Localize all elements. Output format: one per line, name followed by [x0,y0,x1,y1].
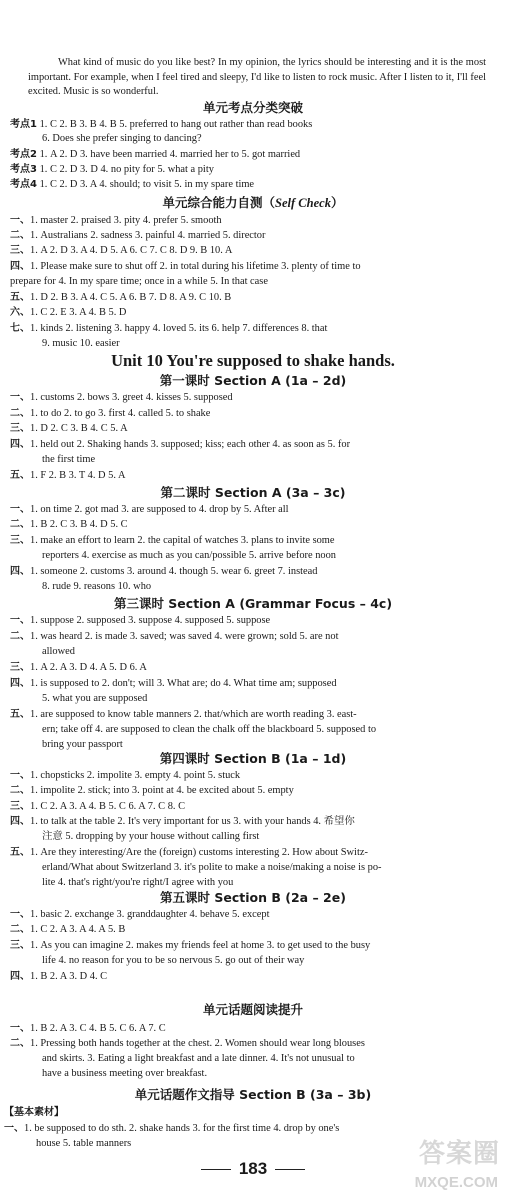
row-label: 考点4 [10,179,37,190]
self-check-row-6 [10,306,492,320]
lesson-2-row-3 [10,534,492,548]
key-point-1-cont: 6. Does she prefer singing to dancing? [42,133,202,144]
row-text: 1. master 2. praised 3. pity 4. prefer 5. smooth [30,215,222,226]
left-dash [201,1169,231,1170]
row-text: 1. A 2. A 3. D 4. A 5. D 6. A [30,662,147,673]
row-label: 二、 [10,1038,30,1049]
self-check-row-4 [10,260,492,274]
row-label: 考点1 [10,119,37,130]
lesson-4-row-5 [10,846,492,860]
row-text: 1. to do 2. to go 3. first 4. called 5. to shake [30,408,211,419]
lesson-3-row-1 [10,614,492,628]
lesson-2-row-3-cont: reporters 4. exercise as much as you can/possible 5. arrive before noon [42,550,337,561]
self-check-row-7 [10,322,492,336]
lesson-1-row-5 [10,469,492,483]
reading-row-2 [10,1037,492,1051]
row-label: 一、 [4,1123,24,1134]
section-heading-key-points: 单元考点分类突破 [202,100,303,115]
row-text: 1. kinds 2. listening 3. happy 4. loved 5. its 6. help 7. differences 8. that [30,323,328,334]
lesson-3-row-4-cont: 5. what you are supposed [42,693,148,704]
row-label: 五、 [10,292,30,303]
row-label: 四、 [10,816,30,827]
row-label: 五、 [10,470,30,481]
row-label: 二、 [10,631,30,642]
row-text: 1. impolite 2. stick; into 3. point at 4. be excited about 5. empty [30,785,294,796]
row-label: 三、 [10,940,30,951]
lesson-2-row-2 [10,518,492,532]
lesson-3-row-4 [10,677,492,691]
row-label: 一、 [10,615,30,626]
lesson-1-row-4-cont: the first time [42,454,96,465]
reading-row-1 [10,1022,492,1036]
lesson-1-row-3 [10,422,492,436]
lesson-3-row-5-cont2: bring your passport [42,739,123,750]
row-text: 1. are supposed to know table manners 2. that/which are worth reading 3. east- [30,709,357,720]
row-text: 1. chopsticks 2. impolite 3. empty 4. point 5. stuck [30,770,241,781]
row-label: 考点3 [10,164,37,175]
self-check-row-7-cont: 9. music 10. easier [42,338,120,349]
basic-material-label: 【基本素材】 [4,1107,64,1118]
watermark-url: MXQE.COM [414,1174,498,1191]
row-text: 1. basic 2. exchange 3. granddaughter 4. behave 5. except [30,909,270,920]
lesson-4-row-2 [10,784,492,798]
heading-text: 单元综合能力自测（ [162,195,276,210]
lesson-1-row-1 [10,391,492,405]
self-check-row-3 [10,244,492,258]
row-label: 三、 [10,535,30,546]
row-text: 1. C 2. E 3. A 4. B 5. D [30,307,127,318]
row-text: 1. be supposed to do sth. 2. shake hands 3. for the first time 4. drop by one's [24,1123,340,1134]
lesson-3-row-2 [10,630,492,644]
lesson-3-row-3 [10,661,492,675]
row-text: 1. on time 2. got mad 3. are supposed to 4. drop by 5. After all [30,504,289,515]
lesson-4-heading: 第四课时 Section B (1a – 1d) [159,751,347,766]
lesson-2-row-4 [10,565,492,579]
row-label: 考点2 [10,149,37,160]
heading-end: ） [330,195,344,210]
row-label: 三、 [10,662,30,673]
row-text: 1. Australians 2. sadness 3. painful 4. married 5. director [30,230,266,241]
row-label: 二、 [10,924,30,935]
lesson-1-heading: 第一课时 Section A (1a – 2d) [159,373,347,388]
row-text: 1. D 2. B 3. A 4. C 5. A 6. B 7. D 8. A 9. C 10. B [30,292,232,303]
row-label: 三、 [10,245,30,256]
lesson-3-row-5-cont: ern; take off 4. are supposed to clean the chalk off the blackboard 5. supposed to [42,724,377,735]
row-label: 四、 [10,678,30,689]
lesson-3-heading: 第三课时 Section A (Grammar Focus – 4c) [113,596,393,611]
row-text: 1. As you can imagine 2. makes my friends feel at home 3. to get used to the busy [30,940,371,951]
row-text: 1. F 2. B 3. T 4. D 5. A [30,470,126,481]
row-label: 三、 [10,801,30,812]
row-label: 三、 [10,423,30,434]
key-point-4 [10,178,492,192]
row-label: 二、 [10,519,30,530]
row-label: 一、 [10,909,30,920]
key-point-3 [10,163,492,177]
writing-row-1-cont: house 5. table manners [36,1138,132,1149]
lesson-5-row-3-cont: life 4. no reason for you to be so nervous 5. go out of their way [42,955,305,966]
lesson-5-row-3 [10,939,492,953]
row-text: 1. make an effort to learn 2. the capital of watches 3. plans to invite some [30,535,335,546]
row-text: 1. B 2. A 3. C 4. B 5. C 6. A 7. C [30,1023,166,1034]
lesson-4-row-5-cont2: lite 4. that's right/you're right/I agree with you [42,877,234,888]
row-text: 1. B 2. C 3. B 4. D 5. C [30,519,128,530]
row-label: 五、 [10,847,30,858]
unit-title: Unit 10 You're supposed to shake hands. [111,351,395,370]
row-text: 1. Please make sure to shut off 2. in total during his lifetime 3. plenty of time to [30,261,361,272]
row-label: 二、 [10,230,30,241]
self-check-row-2 [10,229,492,243]
row-label: 二、 [10,408,30,419]
lesson-2-row-4-cont: 8. rude 9. reasons 10. who [42,581,152,592]
section-heading-self-check [0,196,506,210]
row-text: 1. to talk at the table 2. It's very important for us 3. with your hands 4. 希望你 [30,816,355,827]
lesson-2-heading: 第二课时 Section A (3a – 3c) [160,485,346,500]
row-label: 六、 [10,307,30,318]
row-text: 1. D 2. C 3. B 4. C 5. A [30,423,128,434]
lesson-4-row-5-cont: erland/What about Switzerland 3. it's polite to make a noise/making a noise is po- [42,862,382,873]
row-label: 四、 [10,261,30,272]
row-label: 一、 [10,770,30,781]
row-text: 1. A 2. D 3. have been married 4. married her to 5. got married [39,149,301,160]
row-label: 四、 [10,439,30,450]
lesson-5-row-2 [10,923,492,937]
row-text: 1. someone 2. customs 3. around 4. though 5. wear 6. greet 7. instead [30,566,318,577]
row-label: 二、 [10,785,30,796]
key-point-1 [10,118,492,132]
row-label: 一、 [10,392,30,403]
row-text: 1. was heard 2. is made 3. saved; was saved 4. were grown; sold 5. are not [30,631,339,642]
row-text: 1. C 2. A 3. A 4. B 5. C 6. A 7. C 8. C [30,801,186,812]
row-label: 一、 [10,215,30,226]
row-text: 1. C 2. B 3. B 4. B 5. preferred to hang out rather than read books [39,119,313,130]
row-label: 一、 [10,1023,30,1034]
row-text: 1. suppose 2. supposed 3. suppose 4. supposed 5. suppose [30,615,271,626]
row-text: 1. Pressing both hands together at the chest. 2. Women should wear long blouses [30,1038,365,1049]
lesson-5-row-4 [10,970,492,984]
lesson-4-row-3 [10,800,492,814]
row-text: 1. C 2. A 3. A 4. A 5. B [30,924,126,935]
lesson-2-row-1 [10,503,492,517]
row-label: 四、 [10,566,30,577]
lesson-3-row-2-cont: allowed [42,646,75,657]
watermark-logo: 答案圈 [418,1138,500,1168]
row-label: 一、 [10,504,30,515]
row-text: 1. Are they interesting/Are the (foreign) customs interesting 2. How about Switz- [30,847,368,858]
row-text: 1. customs 2. bows 3. greet 4. kisses 5. supposed [30,392,233,403]
reading-heading: 单元话题阅读提升 [202,1002,303,1017]
row-label: 五、 [10,709,30,720]
row-text: 1. C 2. D 3. D 4. no pity for 5. what a pity [39,164,214,175]
reading-row-2-cont: and skirts. 3. Eating a light breakfast and a late dinner. 4. It's not unusual to [42,1053,355,1064]
lesson-4-row-1 [10,769,492,783]
self-check-row-5 [10,291,492,305]
lesson-1-row-4 [10,438,492,452]
row-text: 1. B 2. A 3. D 4. C [30,971,108,982]
row-text: 1. C 2. D 3. A 4. should; to visit 5. in my spare time [39,179,255,190]
writing-row-1 [4,1122,486,1136]
self-check-row-1 [10,214,492,228]
lesson-4-row-4-cont: 注意 5. dropping by your house without calling first [42,831,260,842]
page-number-text: 183 [238,1159,268,1178]
reading-row-2-cont2: have a business meeting over breakfast. [42,1068,208,1079]
lesson-5-heading: 第五课时 Section B (2a – 2e) [160,890,346,905]
lesson-1-row-2 [10,407,492,421]
row-label: 四、 [10,971,30,982]
row-label: 七、 [10,323,30,334]
row-text: 1. is supposed to 2. don't; will 3. What are; do 4. What time am; supposed [30,678,337,689]
lesson-4-row-4 [10,815,492,829]
key-point-2 [10,148,492,162]
row-text: 1. A 2. D 3. A 4. D 5. A 6. C 7. C 8. D 9. B 10. A [30,245,233,256]
lesson-5-row-1 [10,908,492,922]
intro-paragraph: What kind of music do you like best? In my opinion, the lyrics should be interesting and it is the most important. For example, when I feel tired and sleepy, I'd like to listen to rock music. After I listen to it, I'll feel excited. Music is so wonderful. [28,57,486,98]
lesson-3-row-5 [10,708,492,722]
row-text: 1. held out 2. Shaking hands 3. supposed; kiss; each other 4. as soon as 5. for [30,439,351,450]
self-check-row-4-cont: prepare for 4. In my spare time; once in a while 5. In that case [10,276,268,287]
right-dash [275,1169,305,1170]
writing-heading: 单元话题作文指导 Section B (3a – 3b) [134,1087,372,1102]
heading-italic: Self Check [275,196,331,210]
